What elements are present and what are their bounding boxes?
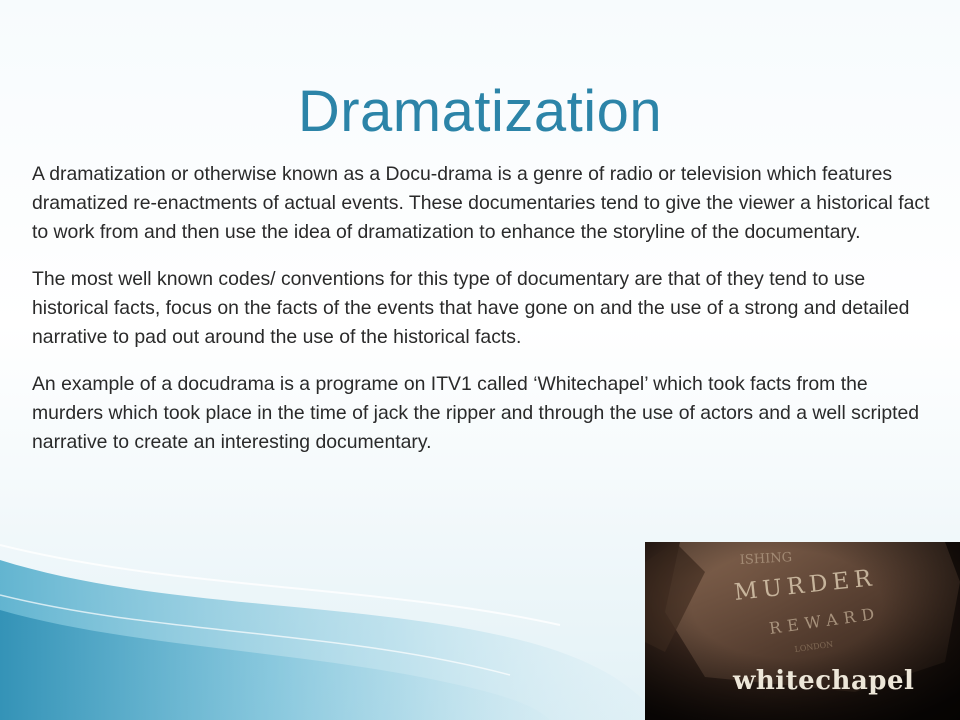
slide-body [32,160,932,475]
paragraph-example: An example of a docudrama is a programe on ITV1 called ‘Whitechapel’ which took facts from the murders which took place in the time of jack the ripper and through the use of actors and a well scripted narrative to create an interesting documentary. [32,373,920,453]
paragraph-definition: A dramatization or otherwise known as a Docu-drama is a genre of radio or television which features dramatized re-enactments of actual events. These documentaries tend to give the viewer a historical fact to work from and then use the idea of dramatization to enhance the storyline of the documentary. [32,163,930,243]
slide-title: Dramatization [297,79,663,144]
whitechapel-logo-text: whitechapel [733,666,915,696]
paragraph-conventions: The most well known codes/ conventions for this type of documentary are that of they tend to use historical facts, focus on the facts of the events that have gone on and the use of a strong and detailed narrative to pad out around the use of the historical facts. [32,268,910,348]
whitechapel-screenshot [645,542,960,720]
